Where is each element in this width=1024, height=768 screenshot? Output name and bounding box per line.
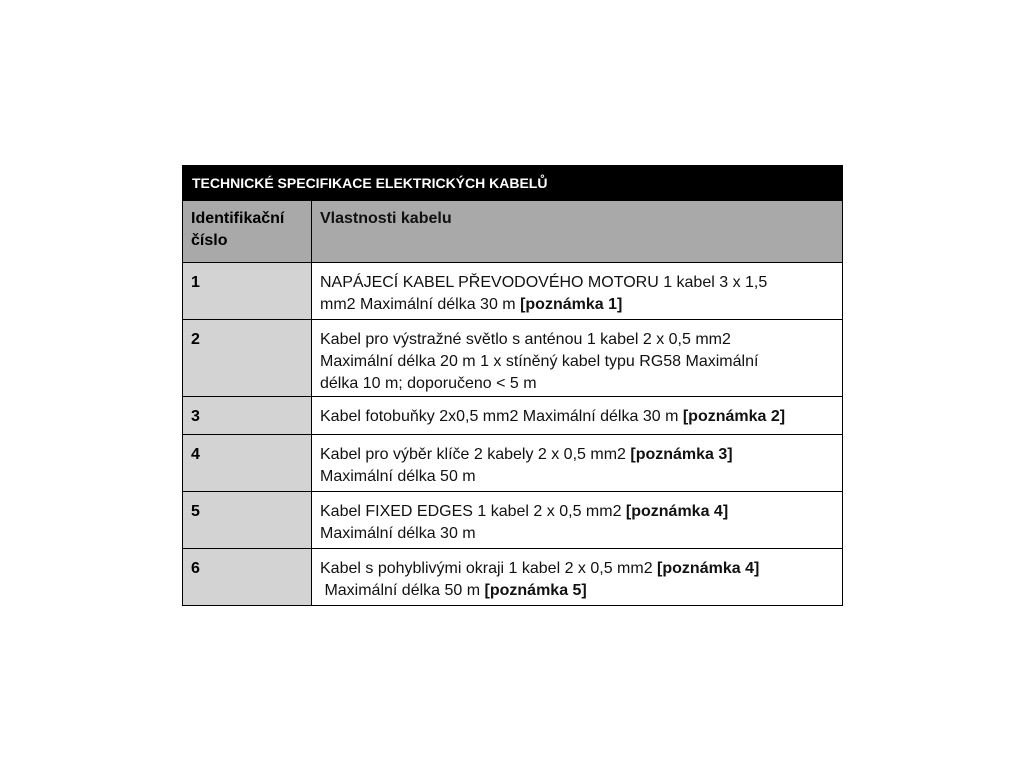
table-title: TECHNICKÉ SPECIFIKACE ELEKTRICKÝCH KABELŮ [183, 166, 842, 201]
note-reference: [poznámka 4] [625, 503, 729, 520]
desc-text: Kabel pro výběr klíče 2 kabely 2 x 0,5 mm2 [320, 446, 631, 463]
row-desc-cell [312, 435, 842, 491]
desc-line: Maximální délka 50 m [320, 468, 476, 485]
header-id-label-line1: Identifikační [191, 210, 285, 227]
header-id-cell [183, 201, 312, 262]
header-id-label-line2: číslo [191, 232, 228, 249]
row-id-cell: 5 [183, 492, 312, 548]
table-row-3 [183, 396, 842, 434]
desc-text: Kabel fotobuňky 2x0,5 mm2 Maximální délka 30 m [320, 408, 683, 425]
note-reference: [poznámka 3] [630, 446, 733, 463]
note-reference: [poznámka 4] [657, 560, 760, 577]
desc-text: Kabel FIXED EDGES 1 kabel 2 x 0,5 mm2 [320, 503, 626, 520]
desc-line [320, 580, 834, 602]
desc-line: NAPÁJECÍ KABEL PŘEVODOVÉHO MOTORU 1 kabel 3 x 1,5 [320, 274, 768, 291]
desc-line: Maximální délka 20 m 1 x stíněný kabel typu RG58 Maximální [320, 353, 759, 370]
table-row-5 [183, 491, 842, 548]
cable-spec-table [182, 165, 843, 606]
desc-line: délka 10 m; doporučeno < 5 m [320, 375, 537, 392]
row-id-cell: 1 [183, 263, 312, 319]
note-reference: [poznámka 2] [682, 408, 786, 425]
desc-line [320, 501, 834, 523]
note-reference: [poznámka 5] [484, 582, 587, 599]
table-header-row [183, 201, 842, 262]
row-id-cell: 6 [183, 549, 312, 605]
desc-text: Kabel s pohyblivými okraji 1 kabel 2 x 0,5 mm2 [320, 560, 658, 577]
table-row-6 [183, 548, 842, 605]
row-desc-cell [312, 492, 842, 548]
desc-line [320, 444, 834, 466]
table-row-2 [183, 319, 842, 396]
desc-text: mm2 Maximální délka 30 m [320, 296, 521, 313]
row-id-cell: 4 [183, 435, 312, 491]
table-row-4 [183, 434, 842, 491]
row-id-cell: 2 [183, 320, 312, 396]
row-id-cell: 3 [183, 397, 312, 434]
desc-line [320, 294, 834, 316]
desc-line: Kabel pro výstražné světlo s anténou 1 kabel 2 x 0,5 mm2 [320, 331, 731, 348]
row-desc-cell [312, 320, 842, 396]
header-desc-cell: Vlastnosti kabelu [320, 210, 452, 227]
desc-text: Maximální délka 50 m [320, 582, 485, 599]
row-desc-cell [312, 397, 842, 434]
note-reference: [poznámka 1] [520, 296, 623, 313]
row-desc-cell [312, 263, 842, 319]
desc-line: Maximální délka 30 m [320, 525, 476, 542]
table-row-1 [183, 262, 842, 319]
desc-line [320, 406, 834, 428]
desc-line [320, 558, 834, 580]
row-desc-cell [312, 549, 842, 605]
